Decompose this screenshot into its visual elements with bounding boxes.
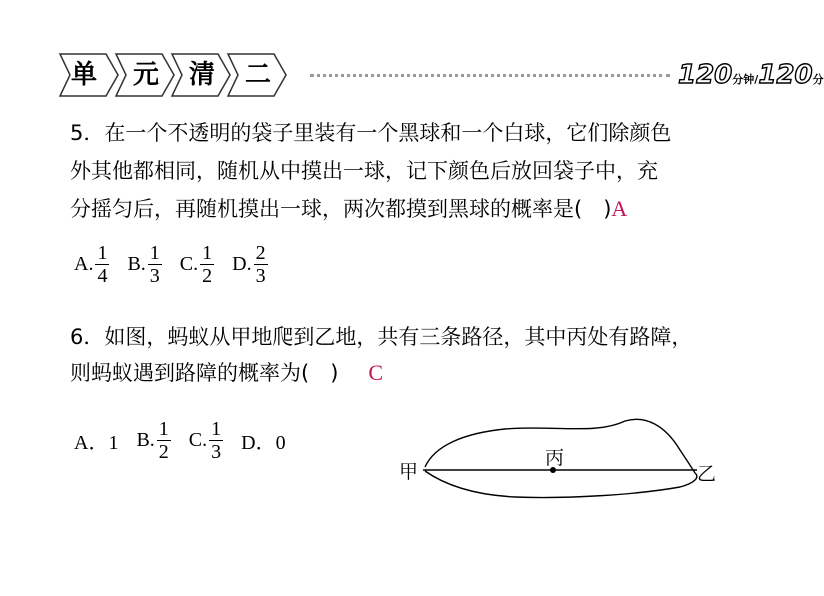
lower-path: [425, 471, 697, 498]
q6-options: [74, 418, 304, 463]
header-chevron-2: [116, 52, 180, 98]
path-diagram: [395, 405, 725, 509]
unit-header: [60, 52, 824, 102]
time-value: 120: [678, 60, 733, 90]
q6-option-a: A．1: [74, 432, 119, 454]
q5-option-a: A. $\frac{1}{4}$: [74, 242, 108, 287]
label-roadblock: 丙: [545, 447, 565, 469]
header-char: 清: [188, 60, 215, 90]
header-char: 二: [244, 60, 271, 90]
q5-line-2: 外其他都相同，随机从中摸出一球，记下颜色后放回袋子中，充: [70, 159, 658, 183]
q5-line-1: 5．在一个不透明的袋子里装有一个黑球和一个白球，它们除颜色: [70, 121, 672, 145]
q5-options: [74, 242, 286, 287]
header-chevron-1: [60, 52, 124, 98]
time-score-badge: [678, 58, 824, 97]
q6-line-2: [70, 358, 383, 388]
time-unit: 分钟/: [732, 73, 759, 86]
dotted-divider: [310, 74, 670, 81]
q5-line-3: [70, 194, 627, 224]
header-chevron-3: [172, 52, 236, 98]
q5-option-d: D. $\frac{2}{3}$: [232, 242, 266, 287]
header-char: 元: [132, 60, 159, 90]
q6-line-1: 6．如图，蚂蚁从甲地爬到乙地，共有三条路径，其中丙处有路障，: [70, 325, 693, 349]
q5-answer: A: [611, 196, 628, 221]
q6-option-b: B. $\frac{1}{2}$: [136, 418, 169, 463]
q6-answer: C: [368, 360, 384, 385]
header-char: 单: [70, 60, 97, 90]
q5-line-3-text: 分摇匀后，再随机摸出一球，两次都摸到黑球的概率是( ): [70, 197, 612, 221]
q5-option-c: C. $\frac{1}{2}$: [179, 242, 213, 287]
q6-option-d: D．0: [241, 432, 286, 454]
q6-line-2-text: 则蚂蚁遇到路障的概率为( ): [70, 361, 339, 385]
q5-option-b: B. $\frac{1}{3}$: [127, 242, 160, 287]
label-end: 乙: [697, 463, 717, 485]
score-value: 120: [758, 60, 813, 90]
header-chevron-4: [228, 52, 292, 98]
score-unit: 分: [812, 73, 824, 86]
q6-option-c: C. $\frac{1}{3}$: [188, 418, 222, 463]
label-start: 甲: [399, 461, 419, 483]
